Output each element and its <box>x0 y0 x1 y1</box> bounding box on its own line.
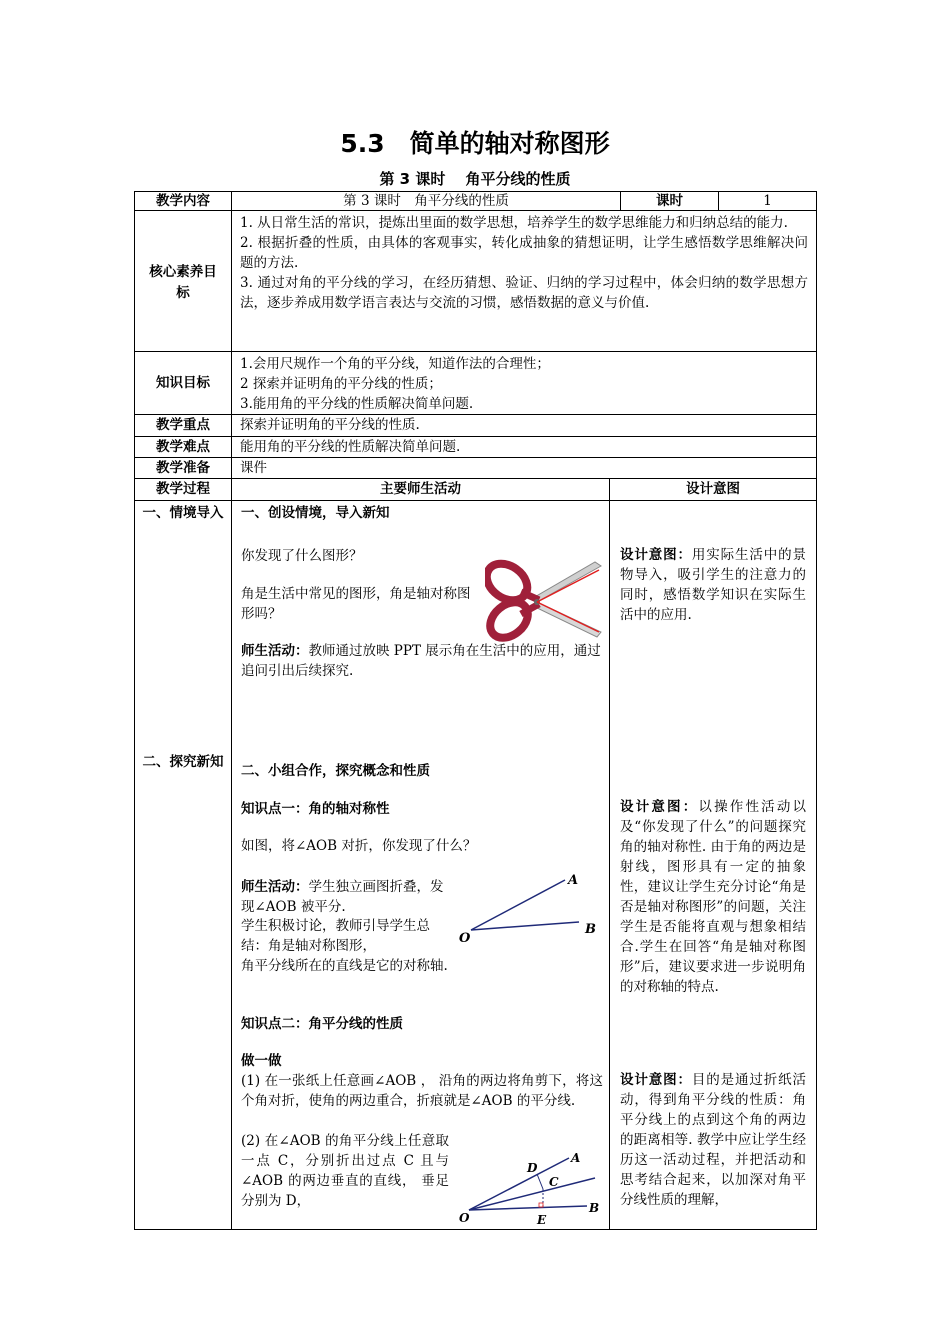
intent-3 <box>620 1070 806 1210</box>
intro-question-2: 角是生活中常见的图形，角是轴对称图形吗？ <box>241 586 471 622</box>
kp2-title: 知识点二：角平分线的性质 <box>241 1016 403 1032</box>
angle-aob-figure <box>455 868 605 946</box>
right-angle-mark <box>539 1203 543 1207</box>
intent-2 <box>620 797 806 997</box>
knowledge-item: 1.会用尺规作一个角的平分线，知道作法的合理性； <box>240 356 550 372</box>
explore-heading: 二、小组合作，探究概念和性质 <box>241 763 430 779</box>
core-items <box>240 213 808 313</box>
ray-ob <box>471 922 579 930</box>
key-value: 探索并证明角的平分线的性质. <box>240 417 420 433</box>
page-title: 5.3 简单的轴对称图形 <box>340 129 610 158</box>
hours-label: 课时 <box>656 193 683 209</box>
knowledge-items <box>240 354 808 414</box>
scissors-blade-bottom <box>533 602 601 637</box>
stage-intro: 一、情境导入 <box>142 505 224 521</box>
intro-question-1: 你发现了什么图形？ <box>241 548 363 564</box>
core-item: 3. 通过对角的平分线的学习，在经历猜想、验证、归纳的学习过程中，体会归纳的数学思想方法，逐步养成用数学语言表达与交流的习惯，感悟数据的意义与价值. <box>240 275 808 311</box>
bisector-figure <box>455 1152 605 1230</box>
intent-3-text: 目的是通过折纸活动，得到角平分线的性质：角平分线上的点到这个角的两边的距离相等. 教学中应让学生经历这一活动过程，并把活动和思考结合起来，以加深对角平分线性质的理解， <box>620 1072 806 1208</box>
activity-header: 主要师生活动 <box>380 481 461 497</box>
label-o: O <box>459 1211 470 1225</box>
intent-label: 设计意图： <box>620 1072 692 1088</box>
kp1-discussion: 学生积极讨论，教师引导学生总结：角是轴对称图形， <box>241 918 430 954</box>
label-o: O <box>459 931 471 946</box>
core-item: 2. 根据折叠的性质，由具体的客观事实，转化成抽象的猜想证明，让学生感悟数学思维解决问题的方法. <box>240 235 808 271</box>
kp1-activity <box>241 877 456 917</box>
bisector-oc <box>469 1178 595 1210</box>
perp-cd <box>537 1174 543 1189</box>
content-label: 教学内容 <box>156 193 210 209</box>
angle-ray-bottom <box>537 602 599 632</box>
label-a: A <box>571 1152 581 1165</box>
kp1-activity-label: 师生活动： <box>241 879 309 895</box>
kp1-question: 如图，将∠AOB 对折，你发现了什么？ <box>241 838 477 854</box>
intro-activity-text: 教师通过放映 PPT 展示角在生活中的应用，通过追问引出后续探究. <box>241 643 601 679</box>
scissors-blade-top <box>533 562 601 602</box>
content-value: 第 3 课时 角平分线的性质 <box>343 193 509 209</box>
angle-ray-top <box>537 570 599 602</box>
step-1: (1) 在一张纸上任意画∠AOB ， 沿角的两边将角剪下，将这个角对折，使角的两边重合，折痕就是∠AOB 的平分线. <box>241 1073 603 1109</box>
page-subtitle: 第 3 课时 角平分线的性质 <box>379 170 571 188</box>
prep-label: 教学准备 <box>156 460 210 476</box>
knowledge-label: 知识目标 <box>156 375 210 391</box>
scissors-illustration <box>485 556 603 646</box>
label-e: E <box>537 1213 547 1227</box>
step-2: (2) 在∠AOB 的角平分线上任意取一点 C，分别折出过点 C 且与∠AOB 的两边垂直的直线， 垂足分别为 D， <box>241 1133 449 1209</box>
intent-header: 设计意图 <box>686 481 740 497</box>
intro-heading: 一、创设情境，导入新知 <box>241 505 390 521</box>
do-title: 做一做 <box>241 1053 282 1069</box>
intent-1 <box>620 545 806 625</box>
intent-label: 设计意图： <box>620 799 699 815</box>
ray-ob <box>469 1206 587 1210</box>
intro-activity <box>241 641 603 681</box>
stage-explore: 二、探究新知 <box>142 754 224 770</box>
process-header: 教学过程 <box>156 481 210 497</box>
core-label: 核心素养目标 <box>149 264 217 301</box>
label-a: A <box>568 873 579 888</box>
difficulty-label: 教学难点 <box>156 439 210 455</box>
core-item: 1. 从日常生活的常识，提炼出里面的数学思想，培养学生的数学思维能力和归纳总结的能力. <box>240 215 788 231</box>
ray-oa <box>471 880 565 930</box>
prep-value: 课件 <box>240 460 267 476</box>
intent-2-text: 以操作性活动以及“你发现了什么”的问题探究角的轴对称性. 由于角的两边是射线，图形具有一定的抽象性，建议让学生充分讨论“角是否是轴对称图形”的问题，关注学生是否能将直观与想象相结合.学生在回答“角是轴对称图形”后，建议要求进一步说明角的对称轴的特点. <box>620 799 807 995</box>
knowledge-item: 2 探索并证明角的平分线的性质； <box>240 376 442 392</box>
difficulty-value: 能用角的平分线的性质解决简单问题. <box>240 439 461 455</box>
intent-label: 设计意图： <box>620 547 692 563</box>
kp1-conclusion: 角平分线所在的直线是它的对称轴. <box>241 958 448 974</box>
label-b: B <box>585 922 596 937</box>
scissors-handle-bottom <box>485 595 535 645</box>
kp1-title: 知识点一：角的轴对称性 <box>241 801 390 817</box>
label-c: C <box>549 1175 559 1189</box>
label-d: D <box>527 1161 538 1175</box>
intro-activity-label: 师生活动： <box>241 643 309 659</box>
hours-value: 1 <box>763 193 772 209</box>
label-b: B <box>589 1201 600 1215</box>
key-label: 教学重点 <box>156 417 210 433</box>
kp1-activity-text: 学生独立画图折叠，发现∠AOB 被平分. <box>241 879 444 915</box>
intent-1-text: 用实际生活中的景物导入，吸引学生的注意力的同时，感悟数学知识在实际生活中的应用. <box>620 547 806 623</box>
knowledge-item: 3.能用角的平分线的性质解决简单问题. <box>240 396 474 412</box>
